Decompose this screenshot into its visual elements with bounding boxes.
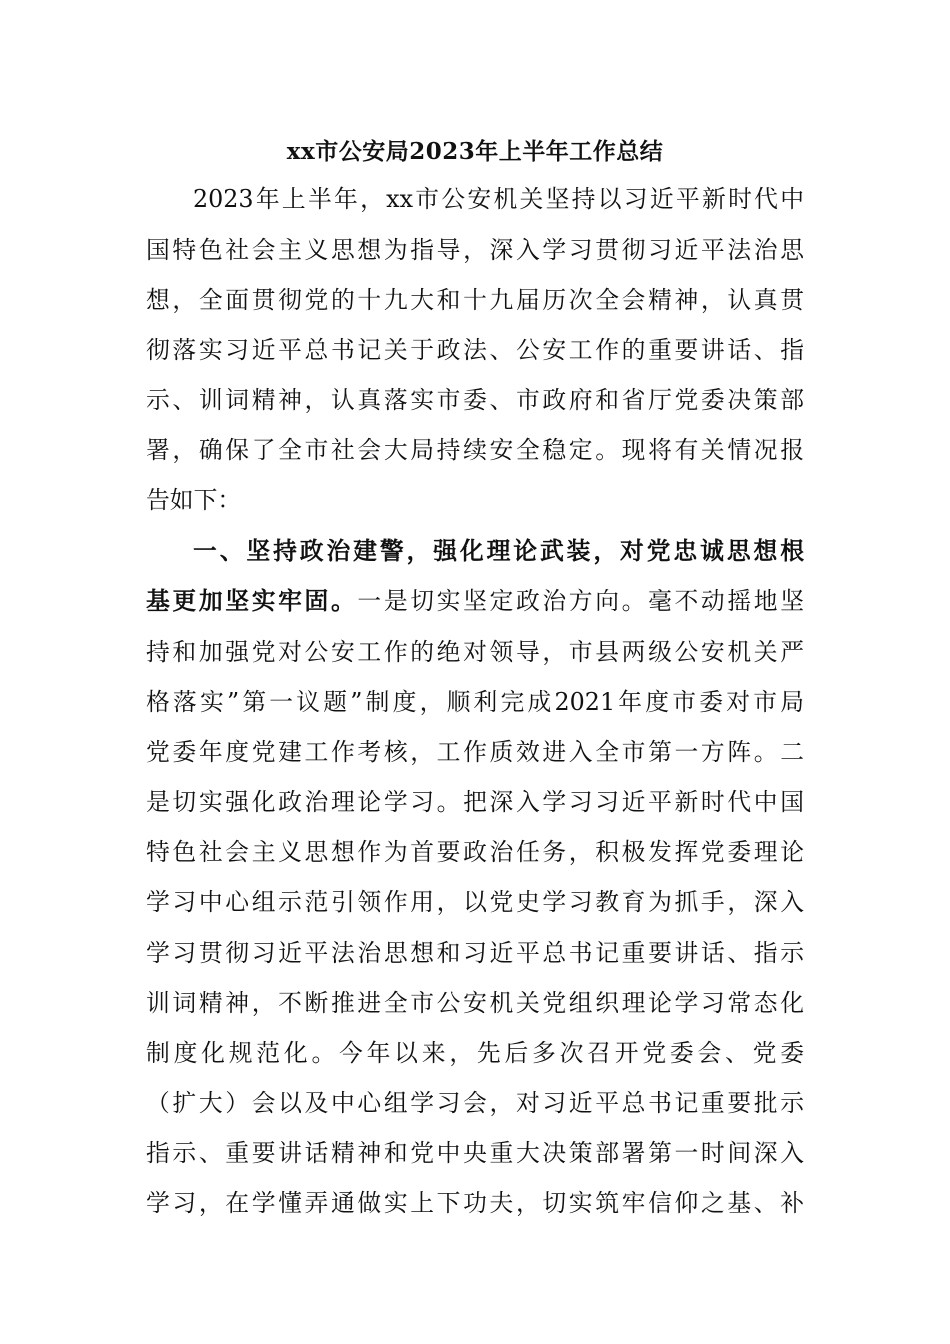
intro-line: 示、训词精神，认真落实市委、市政府和省厅党委决策部 [146,386,804,414]
body-line: 学习，在学懂弄通做实上下功夫，切实筑牢信仰之基、补 [146,1189,804,1217]
body-line: 特色社会主义思想作为首要政治任务，积极发挥党委理论 [146,838,804,866]
body-line: 制度化规范化。今年以来，先后多次召开党委会、党委 [146,1039,804,1067]
body-line: 格落实”第一议题”制度，顺利完成2021年度市委对市局 [146,688,804,716]
section-heading-tail: 基更加坚实牢固。 [146,587,358,615]
body-line: 训词精神，不断推进全市公安机关党组织理论学习常态化 [146,989,804,1017]
body-line: 是切实强化政治理论学习。把深入学习习近平新时代中国 [146,788,804,816]
section-heading-continuation [146,576,804,626]
body-line: 指示、重要讲话精神和党中央重大决策部署第一时间深入 [146,1139,804,1167]
body-line: 学习贯彻习近平法治思想和习近平总书记重要讲话、指示 [146,939,804,967]
body-line: 党委年度党建工作考核，工作质效进入全市第一方阵。二 [146,738,804,766]
section-heading: 一、坚持政治建警，强化理论武装，对党忠诚思想根 [193,537,804,565]
intro-line: 想，全面贯彻党的十九大和十九届历次全会精神，认真贯 [146,286,804,314]
intro-line: 彻落实习近平总书记关于政法、公安工作的重要讲话、指 [146,336,804,364]
body-line: 学习中心组示范引领作用，以党史学习教育为抓手，深入 [146,888,804,916]
intro-line: 2023年上半年，xx市公安机关坚持以习近平新时代中 [193,185,804,213]
intro-line: 告如下： [146,486,242,514]
body-line: 持和加强党对公安工作的绝对领导，市县两级公安机关严 [146,638,804,666]
intro-line: 署，确保了全市社会大局持续安全稳定。现将有关情况报 [146,436,804,464]
document-title: xx市公安局2023年上半年工作总结 [286,138,664,165]
body-line: （扩大）会以及中心组学习会，对习近平总书记重要批示 [146,1089,804,1117]
section-body-start: 一是切实坚定政治方向。毫不动摇地坚 [357,587,805,615]
intro-line: 国特色社会主义思想为指导，深入学习贯彻习近平法治思 [146,236,804,264]
